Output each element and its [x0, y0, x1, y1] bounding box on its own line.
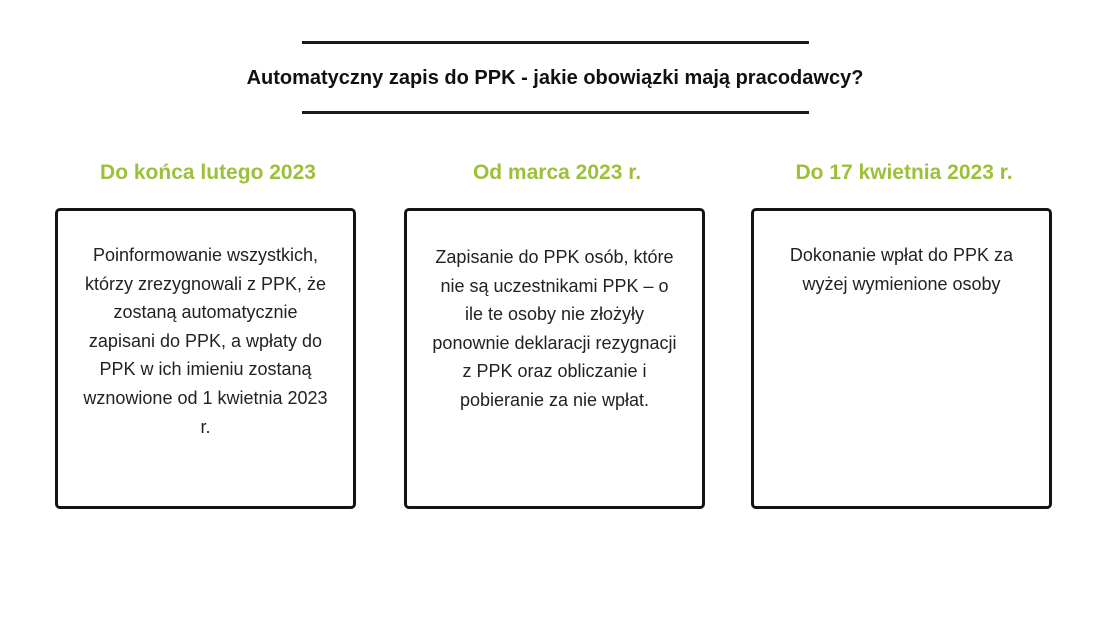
obligation-text-march: Zapisanie do PPK osób, które nie są uczestnikami PPK – o ile te osoby nie złożyły ponownie deklaracji rezygnacji z PPK oraz obliczanie i pobieranie za nie wpłat. — [432, 247, 677, 410]
obligation-box-february — [55, 208, 356, 509]
column-heading-march: Od marca 2023 r. — [472, 161, 642, 184]
obligation-text-february: Poinformowanie wszystkich, którzy zrezygnowali z PPK, że zostaną automatycznie zapisani do PPK, a wpłaty do PPK w ich imieniu zostaną wznowione od 1 kwietnia 2023 r. — [83, 245, 328, 437]
column-heading-february: Do końca lutego 2023 — [100, 161, 316, 184]
page-title: Automatyczny zapis do PPK - jakie obowiązki mają pracodawcy? — [246, 67, 864, 89]
title-bottom-rule — [302, 111, 809, 114]
obligation-box-april — [751, 208, 1052, 509]
obligation-box-march — [404, 208, 705, 509]
column-heading-april: Do 17 kwietnia 2023 r. — [795, 161, 1013, 184]
title-top-rule — [302, 41, 809, 44]
obligation-text-april: Dokonanie wpłat do PPK za wyżej wymienione osoby — [789, 245, 1014, 294]
